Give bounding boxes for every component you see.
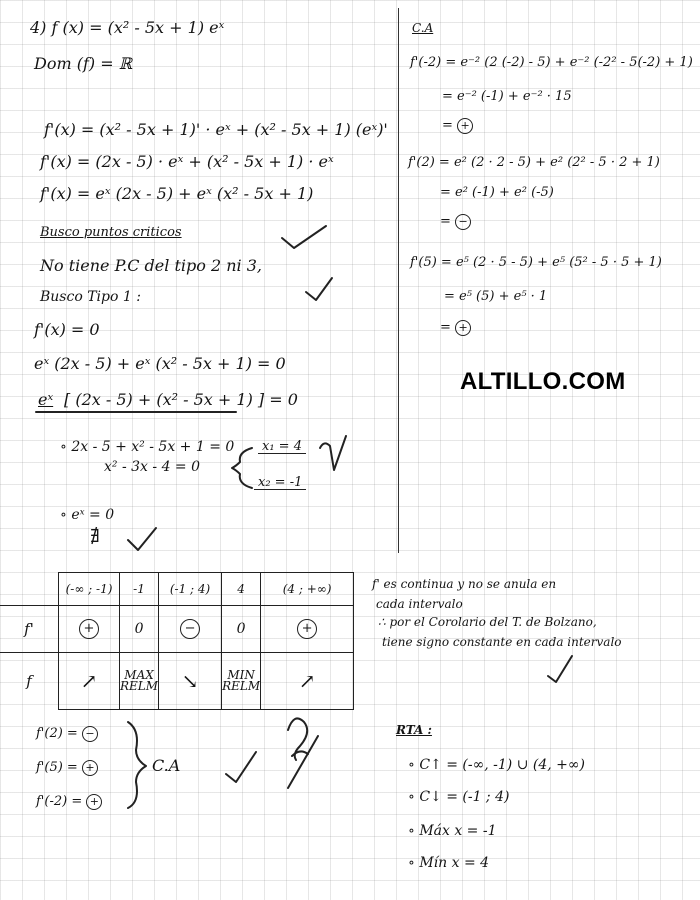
check-label: f'(5) = [36,760,78,775]
root-x1: x₁ = 4 [258,440,306,454]
note-line-2: cada intervalo [376,597,463,611]
equals-sign: = [442,118,453,133]
check-mark-icon [226,752,256,782]
eval-fprime-neg2: f'(-2) = e⁻² (2 (-2) - 5) + e⁻² (-2² - 5(-2) + 1) [410,55,693,70]
no-solution-symbol: ∄ [90,526,100,547]
exp-equation: ∘ eˣ = 0 [60,507,115,523]
check-mark-icon [282,226,326,248]
answer-decreasing: ∘ C↓ = (-1 ; 4) [408,789,510,805]
sign-plus-circle: + [297,619,317,639]
check-label: f'(2) = [36,726,78,741]
eval-fprime-5-step: = e⁵ (5) + e⁵ · 1 [444,289,548,304]
equals-sign: = [440,320,451,335]
check-fprime-5 [36,760,98,776]
check-label: f'(-2) = [36,794,83,809]
quadratic-line-1: ∘ 2x - 5 + x² - 5x + 1 = 0 [60,439,235,455]
derivative-step-3: f'(x) = eˣ (2x - 5) + eˣ (x² - 5x + 1) [40,184,314,203]
curly-brace-icon [232,448,252,488]
sign-minus-circle: − [180,619,200,639]
sign-minus-circle: − [82,726,98,742]
derivative-step-2: f'(x) = (2x - 5) · eˣ + (x² - 5x + 1) · eˣ [40,152,334,171]
ca-reference: C.A [152,756,181,775]
eval-fprime-neg2-step: = e⁻² (-1) + e⁻² · 15 [442,89,572,104]
check-mark-icon [548,656,572,682]
root-x2: x₂ = -1 [254,476,306,490]
table-header-cell: 4 [222,573,261,606]
note-line-4: tiene signo constante en cada intervalo [382,635,622,649]
sign-plus-circle: + [79,619,99,639]
watermark: ALTILLO.COM [460,368,626,395]
check-mark-icon [306,278,332,300]
table-header-cell: (4 ; +∞) [261,573,354,606]
sign-plus-circle: + [457,118,473,134]
table-cell [59,606,120,653]
decreasing-arrow-icon: ↘ [159,653,222,710]
table-cell: 0 [120,606,159,653]
max-relm-cell: MAX RELM [120,653,159,710]
eval-fprime-2-result [440,214,471,230]
check-fprime-2 [36,726,98,742]
note-line-3: ∴ por el Corolario del T. de Bolzano, [378,615,597,629]
eval-fprime-neg2-result [442,118,473,134]
grader-mark-icon [288,718,318,788]
equals-sign: = [440,214,451,229]
table-cell [261,606,354,653]
check-fprime-neg2 [36,794,102,810]
check-mark-icon [128,528,156,550]
table-header-cell: -1 [120,573,159,606]
curly-brace-icon [128,722,146,808]
eval-fprime-5-result [440,320,471,336]
sign-minus-circle: − [455,214,471,230]
row-label-f: f [0,653,59,710]
common-factor-ex: eˣ [38,390,54,409]
row-label-fprime: f' [0,606,59,653]
no-tiene-pc: No tiene P.C del tipo 2 ni 3, [40,256,262,275]
busco-puntos-criticos: Busco puntos criticos [40,225,182,240]
eval-fprime-2: f'(2) = e² (2 · 2 - 5) + e² (2² - 5 · 2 + 1) [408,155,660,170]
problem-title: 4) f (x) = (x² - 5x + 1) eˣ [30,18,225,37]
check-mark-icon [320,436,346,470]
answer-min: ∘ Mín x = 4 [408,855,490,871]
min-relm-cell: MIN RELM [222,653,261,710]
table-header-cell: (-∞ ; -1) [59,573,120,606]
table-corner [0,573,59,606]
eval-fprime-5: f'(5) = e⁵ (2 · 5 - 5) + e⁵ (5² - 5 · 5 + 1) [410,255,662,270]
ca-label: C.A [412,21,434,35]
table-row [0,606,354,653]
derivative-step-1: f'(x) = (x² - 5x + 1)' · eˣ + (x² - 5x + 1) (eˣ)' [44,120,388,139]
eval-fprime-2-step: = e² (-1) + e² (-5) [440,185,554,200]
sign-table [0,572,354,710]
answer-increasing: ∘ C↑ = (-∞, -1) ∪ (4, +∞) [408,757,585,773]
note-line-1: f' es continua y no se anula en [372,577,557,591]
equation-fprime-zero: f'(x) = 0 [34,320,100,339]
increasing-arrow-icon: ↗ [261,653,354,710]
table-cell: 0 [222,606,261,653]
table-header-row [0,573,354,606]
answer-label: RTA : [396,723,432,737]
table-row [0,653,354,710]
page-divider [398,8,399,553]
busco-tipo-1: Busco Tipo 1 : [40,289,141,305]
equation-expanded: eˣ (2x - 5) + eˣ (x² - 5x + 1) = 0 [34,354,286,373]
sign-plus-circle: + [455,320,471,336]
table-header-cell: (-1 ; 4) [159,573,222,606]
answer-max: ∘ Máx x = -1 [408,823,497,839]
table-cell [159,606,222,653]
sign-plus-circle: + [82,760,98,776]
domain-line: Dom (f) = ℝ [34,54,132,73]
quadratic-line-2: x² - 3x - 4 = 0 [104,459,201,475]
sign-plus-circle: + [86,794,102,810]
factored-equation: [ (2x - 5) + (x² - 5x + 1) ] = 0 [64,390,298,409]
increasing-arrow-icon: ↗ [59,653,120,710]
